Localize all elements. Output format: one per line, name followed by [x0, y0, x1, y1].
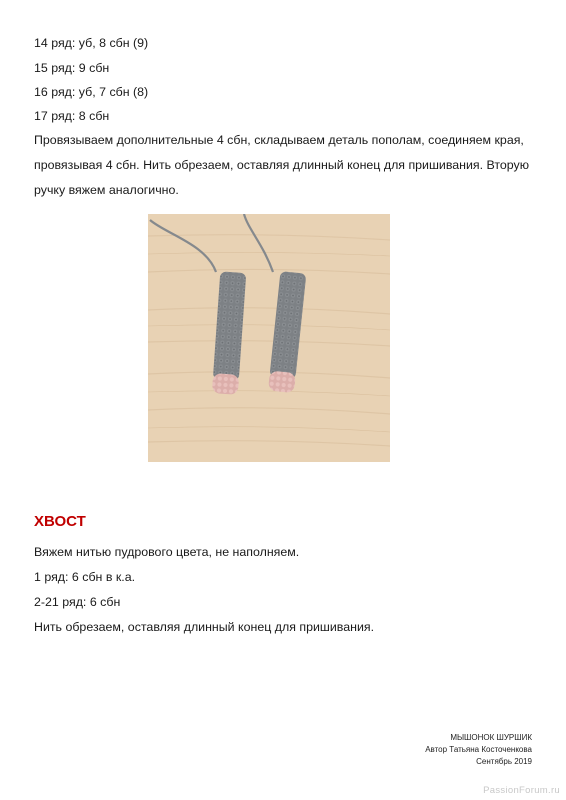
footer-author: Автор Татьяна Косточенкова	[425, 745, 532, 754]
row-14-text: 14 ряд: уб, 8 сбн (9)	[34, 36, 149, 50]
paragraph-line-2: провязывая 4 сбн. Нить обрезаем, оставляя длинный конец для пришивания. Вторую	[34, 158, 530, 172]
footer-date: Сентябрь 2019	[476, 757, 532, 766]
tail-line-3: 2-21 ряд: 6 сбн	[34, 595, 121, 609]
paragraph-line-1: Провязываем дополнительные 4 сбн, складываем деталь пополам, соединяем края,	[34, 133, 524, 147]
watermark-text: PassionForum.ru	[483, 785, 560, 796]
crochet-arms-photo	[148, 214, 390, 462]
tail-line-4: Нить обрезаем, оставляя длинный конец для пришивания.	[34, 620, 375, 634]
tail-line-2: 1 ряд: 6 сбн в к.а.	[34, 570, 136, 584]
row-17-text: 17 ряд: 8 сбн	[34, 109, 110, 123]
row-16-text: 16 ряд: уб, 7 сбн (8)	[34, 85, 149, 99]
footer-title: МЫШОНОК ШУРШИК	[450, 733, 532, 742]
tail-line-1: Вяжем нитью пудрового цвета, не наполняем.	[34, 545, 300, 559]
row-15-text: 15 ряд: 9 сбн	[34, 61, 110, 75]
tail-heading: ХВОСТ	[34, 513, 86, 530]
paragraph-line-3: ручку вяжем аналогично.	[34, 183, 179, 197]
